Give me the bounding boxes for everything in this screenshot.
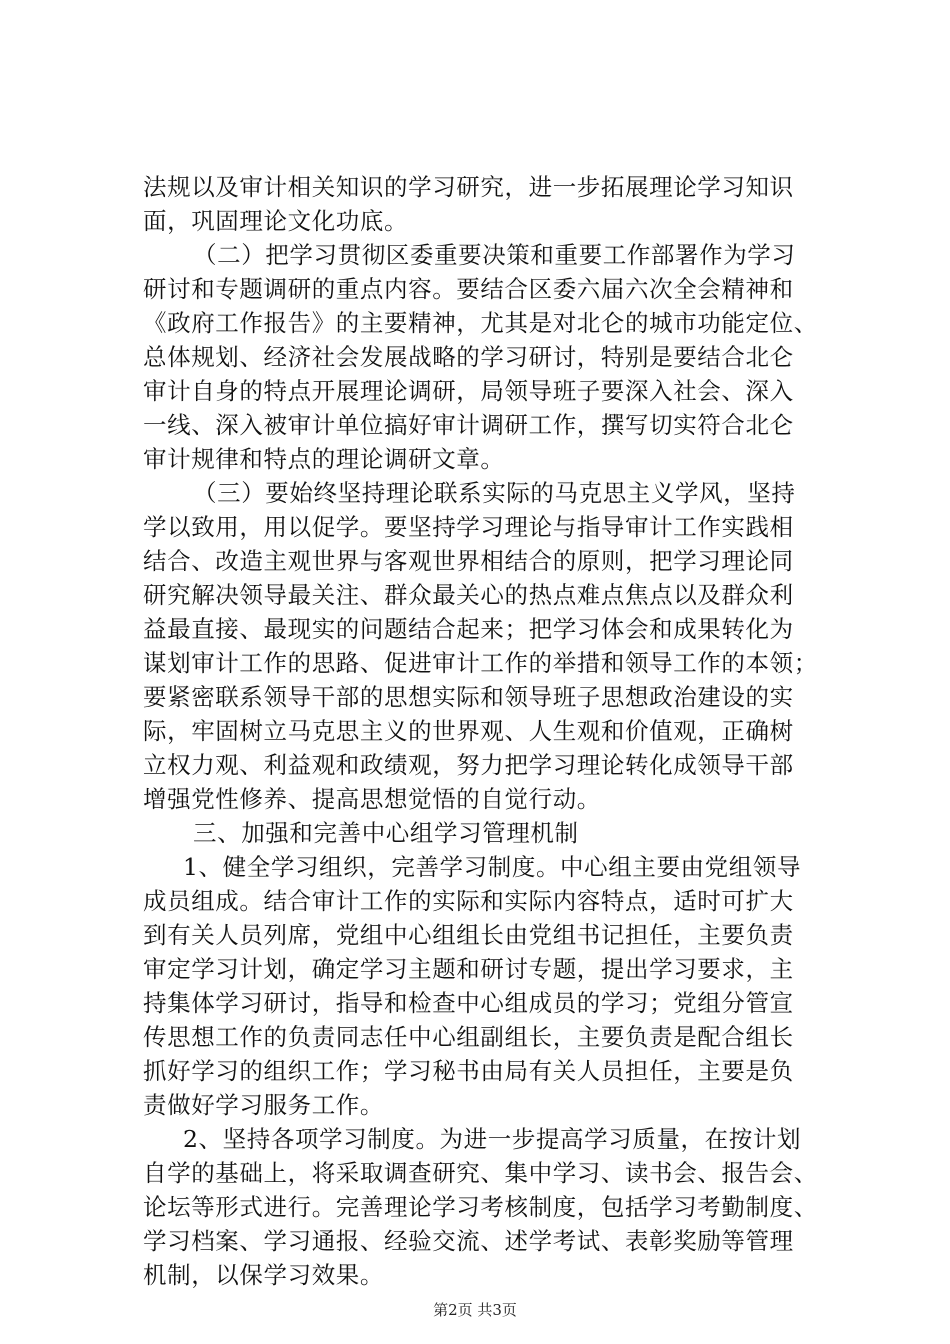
- text-line: 审计规律和特点的理论调研文章。: [143, 445, 505, 473]
- text-line: 《政府工作报告》的主要精神，尤其是对北仑的城市功能定位、: [143, 309, 818, 337]
- text-line: 成员组成。结合审计工作的实际和实际内容特点，适时可扩大: [143, 887, 794, 915]
- text-line: 面，巩固理论文化功底。: [143, 207, 409, 235]
- text-line: 机制，以保学习效果。: [143, 1261, 384, 1289]
- text-line: 学习档案、学习通报、经验交流、述学考试、表彰奖励等管理: [143, 1227, 794, 1255]
- text-line: 持集体学习研讨，指导和检查中心组成员的学习；党组分管宣: [143, 989, 794, 1017]
- text-line: 学以致用，用以促学。要坚持学习理论与指导审计工作实践相: [143, 513, 794, 541]
- page-number-footer: 第2页 共3页: [433, 1301, 517, 1319]
- text-line: 1、健全学习组织，完善学习制度。中心组主要由党组领导: [183, 853, 802, 881]
- text-line: 总体规划、经济社会发展战略的学习研讨，特别是要结合北仑: [143, 343, 794, 371]
- text-line: 研讨和专题调研的重点内容。要结合区委六届六次全会精神和: [143, 275, 794, 303]
- text-line: （三）要始终坚持理论联系实际的马克思主义学风，坚持: [193, 479, 796, 507]
- text-line: 际，牢固树立马克思主义的世界观、人生观和价值观，正确树: [143, 717, 794, 745]
- text-line: 审计自身的特点开展理论调研，局领导班子要深入社会、深入: [143, 377, 794, 405]
- text-line: 到有关人员列席，党组中心组组长由党组书记担任，主要负责: [143, 921, 794, 949]
- text-line: 自学的基础上，将采取调查研究、集中学习、读书会、报告会、: [143, 1159, 818, 1187]
- text-line: 谋划审计工作的思路、促进审计工作的举措和领导工作的本领；: [143, 649, 818, 677]
- text-line: 结合、改造主观世界与客观世界相结合的原则，把学习理论同: [143, 547, 794, 575]
- document-body: [143, 170, 843, 1292]
- text-line: 立权力观、利益观和政绩观，努力把学习理论转化成领导干部: [143, 751, 794, 779]
- text-line: 益最直接、最现实的问题结合起来；把学习体会和成果转化为: [143, 615, 794, 643]
- text-line: 审定学习计划，确定学习主题和研讨专题，提出学习要求，主: [143, 955, 794, 983]
- text-line: 法规以及审计相关知识的学习研究，进一步拓展理论学习知识: [143, 173, 794, 201]
- text-line: 责做好学习服务工作。: [143, 1091, 384, 1119]
- text-line: 抓好学习的组织工作；学习秘书由局有关人员担任，主要是负: [143, 1057, 794, 1085]
- text-line: 研究解决领导最关注、群众最关心的热点难点焦点以及群众利: [143, 581, 794, 609]
- text-line: 一线、深入被审计单位搞好审计调研工作，撰写切实符合北仑: [143, 411, 794, 439]
- text-line: （二）把学习贯彻区委重要决策和重要工作部署作为学习: [193, 241, 796, 269]
- text-line: 论坛等形式进行。完善理论学习考核制度，包括学习考勤制度、: [143, 1193, 818, 1221]
- text-line: 传思想工作的负责同志任中心组副组长，主要负责是配合组长: [143, 1023, 794, 1051]
- text-line: 2、坚持各项学习制度。为进一步提高学习质量，在按计划: [183, 1125, 802, 1153]
- text-line: 增强党性修养、提高思想觉悟的自觉行动。: [143, 785, 601, 813]
- text-line: 要紧密联系领导干部的思想实际和领导班子思想政治建设的实: [143, 683, 794, 711]
- section-heading: 三、加强和完善中心组学习管理机制: [193, 819, 579, 847]
